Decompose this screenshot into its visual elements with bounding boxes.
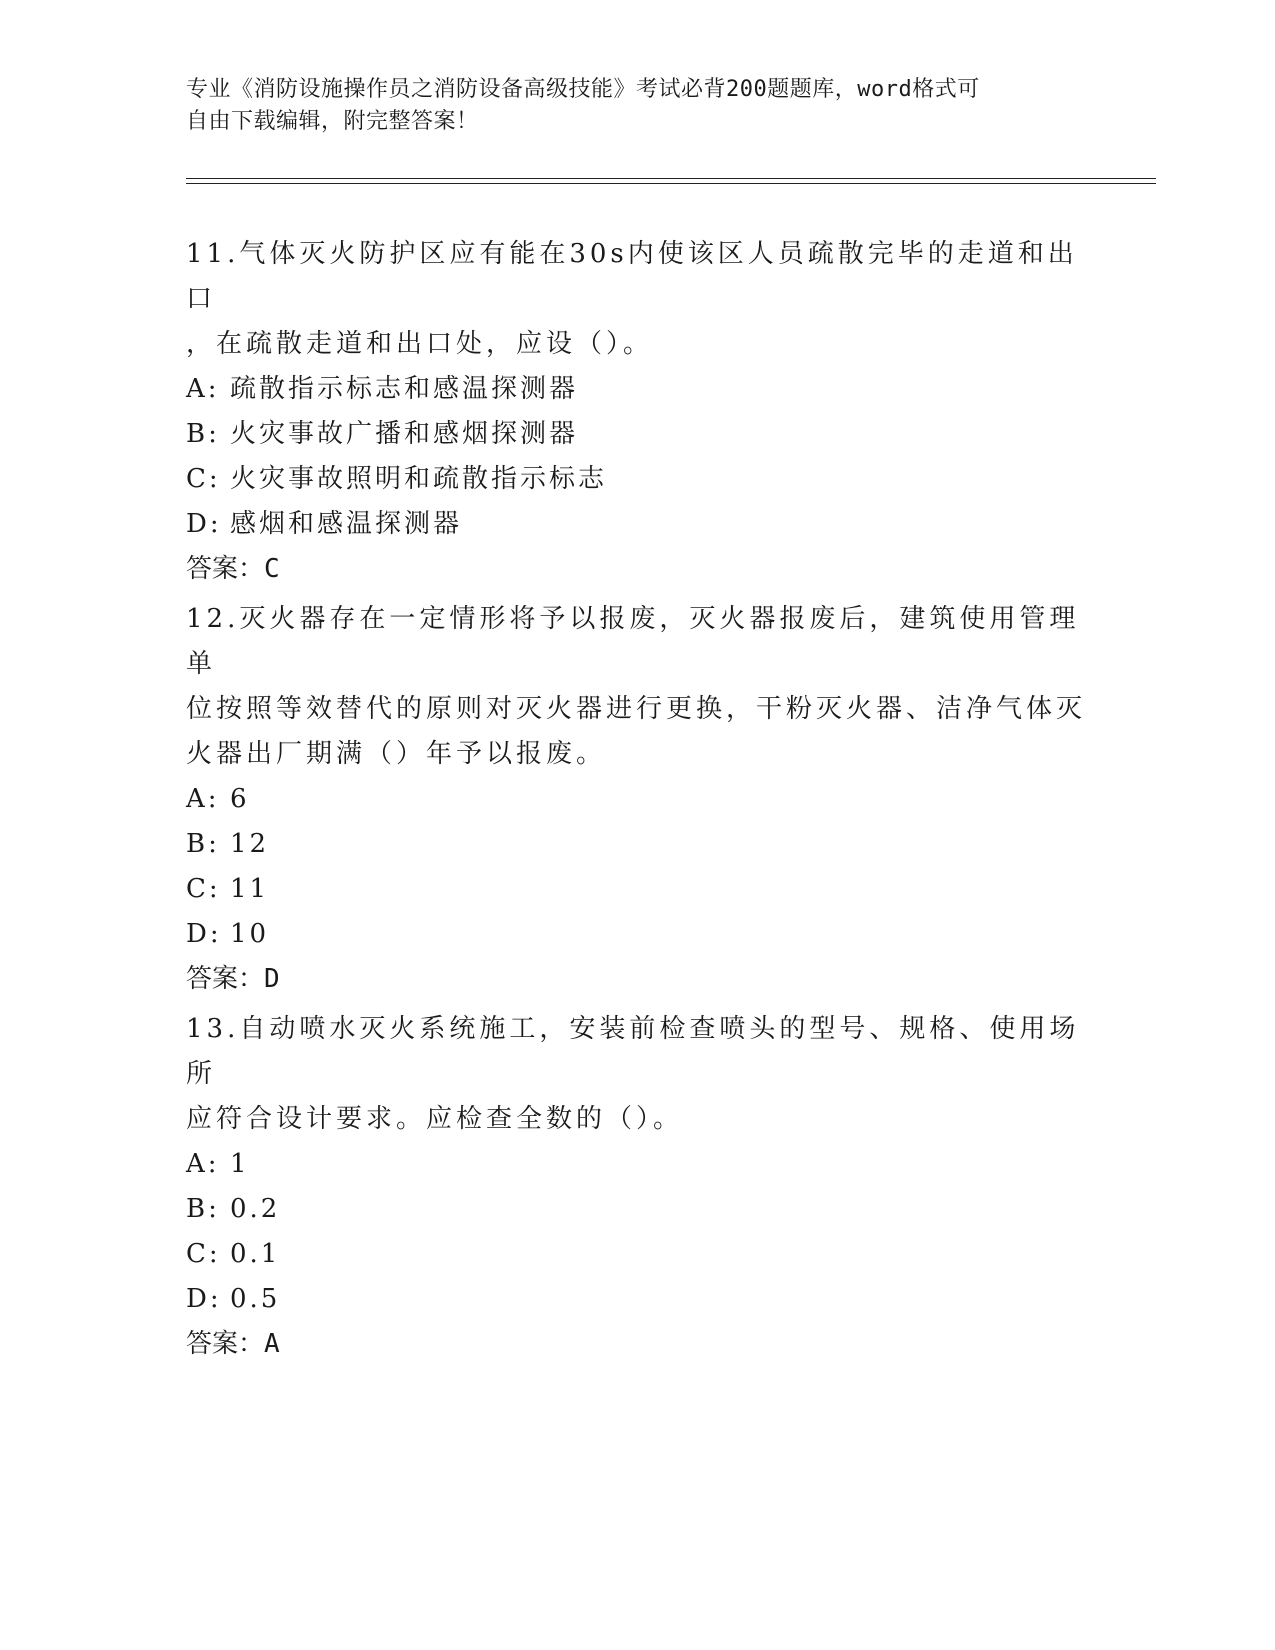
option-text: 疏散指示标志和感温探测器	[230, 374, 579, 404]
question-block	[186, 1007, 1086, 1367]
question-block	[186, 597, 1086, 1002]
question-stem-line: 应符合设计要求。应检查全数的（）。	[186, 1104, 684, 1134]
option-text: 0.2	[230, 1194, 281, 1224]
option-key: B:	[186, 829, 220, 859]
option-b	[186, 412, 1086, 457]
option-text: 火灾事故广播和感烟探测器	[230, 419, 579, 449]
option-key: B:	[186, 419, 220, 449]
header-line-1: 专业《消防设施操作员之消防设备高级技能》考试必背200题题库，word格式可	[186, 77, 980, 102]
document-header	[186, 74, 1086, 138]
option-text: 12	[230, 829, 270, 859]
option-text: 0.5	[230, 1284, 281, 1314]
header-divider	[186, 178, 1156, 184]
option-text: 0.1	[230, 1239, 281, 1269]
header-line-2: 自由下载编辑，附完整答案！	[186, 109, 479, 134]
option-key: C:	[186, 1239, 221, 1269]
answer-line: 答案：A	[186, 1329, 280, 1359]
question-stem-line: ，在疏散走道和出口处，应设（）。	[186, 329, 654, 359]
option-b	[186, 822, 1086, 867]
option-key: A:	[186, 374, 220, 404]
option-d	[186, 1277, 1086, 1322]
option-text: 6	[230, 784, 250, 814]
option-key: B:	[186, 1194, 220, 1224]
option-c	[186, 1232, 1086, 1277]
option-text: 火灾事故照明和疏散指示标志	[230, 464, 608, 494]
option-a	[186, 1142, 1086, 1187]
question-stem-line: 13.自动喷水灭火系统施工，安装前检查喷头的型号、规格、使用场所	[186, 1014, 1080, 1089]
answer-line: 答案：C	[186, 554, 280, 584]
question-stem-line: 火器出厂期满（）年予以报废。	[186, 739, 607, 769]
option-a	[186, 367, 1086, 412]
option-text: 10	[230, 919, 270, 949]
option-key: D:	[186, 1284, 222, 1314]
answer-line: 答案：D	[186, 964, 280, 994]
option-a	[186, 777, 1086, 822]
option-b	[186, 1187, 1086, 1232]
option-text: 1	[230, 1149, 250, 1179]
option-key: C:	[186, 464, 221, 494]
option-key: D:	[186, 919, 222, 949]
option-key: A:	[186, 1149, 220, 1179]
question-block	[186, 232, 1086, 592]
question-stem-line: 12.灭火器存在一定情形将予以报废，灭火器报废后，建筑使用管理单	[186, 604, 1080, 679]
option-d	[186, 502, 1086, 547]
question-stem-line: 位按照等效替代的原则对灭火器进行更换，干粉灭火器、洁净气体灭	[186, 694, 1087, 724]
option-key: A:	[186, 784, 220, 814]
option-c	[186, 867, 1086, 912]
question-stem-line: 11.气体灭火防护区应有能在30s内使该区人员疏散完毕的走道和出口	[186, 239, 1078, 314]
option-key: D:	[186, 509, 222, 539]
option-text: 感烟和感温探测器	[230, 509, 463, 539]
option-d	[186, 912, 1086, 957]
option-key: C:	[186, 874, 221, 904]
option-text: 11	[230, 874, 270, 904]
option-c	[186, 457, 1086, 502]
